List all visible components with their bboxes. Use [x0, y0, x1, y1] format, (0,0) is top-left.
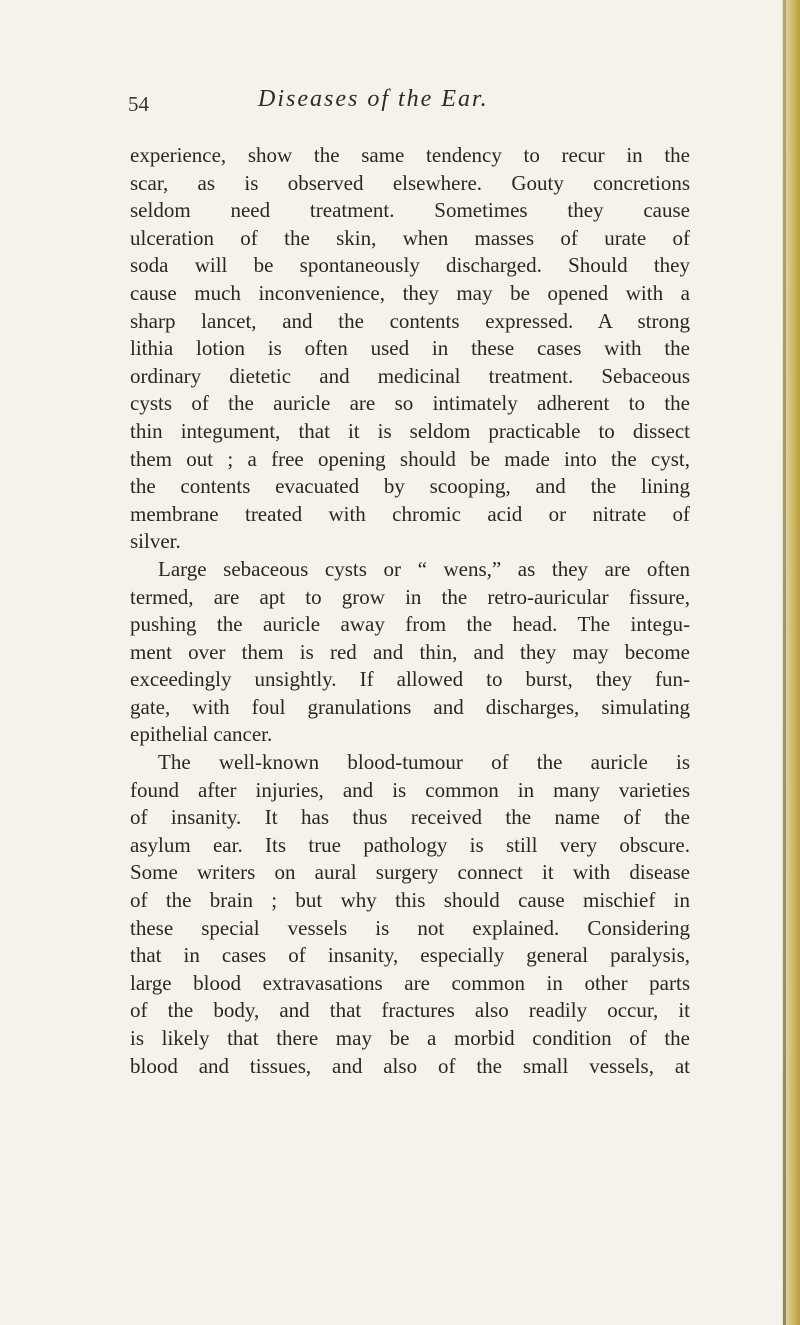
text-line: termed, are apt to grow in the retro-auricular fissure,: [130, 584, 690, 609]
text-line: of insanity. It has thus received the name of the: [130, 805, 690, 830]
text-line: cause much inconvenience, they may be opened with a: [130, 280, 690, 305]
text-line: gate, with foul granulations and discharges, simulating: [130, 694, 690, 719]
text-line: found after injuries, and is common in many varieties: [130, 777, 690, 802]
body-text: [130, 142, 690, 1080]
text-line: of the body, and that fractures also readily occur, it: [130, 998, 690, 1023]
running-title: Diseases of the Ear.: [258, 86, 489, 112]
text-line: large blood extravasations are common in other parts: [130, 970, 690, 995]
text-line: them out ; a free opening should be made into the cyst,: [130, 446, 690, 471]
text-line: lithia lotion is often used in these cases with the: [130, 336, 690, 361]
text-line: soda will be spontaneously discharged. Should they: [130, 253, 690, 278]
text-line: ment over them is red and thin, and they may become: [130, 639, 690, 664]
text-line: silver.: [130, 529, 181, 554]
running-head: [128, 86, 688, 120]
text-line: blood and tissues, and also of the small vessels, at: [130, 1053, 690, 1078]
text-line: epithelial cancer.: [130, 722, 273, 747]
text-line: exceedingly unsightly. If allowed to burst, they fun-: [130, 667, 690, 692]
text-line: the contents evacuated by scooping, and the lining: [130, 474, 690, 499]
text-line: ulceration of the skin, when masses of urate of: [130, 225, 690, 250]
text-line: of the brain ; but why this should cause mischief in: [130, 888, 690, 913]
text-line: asylum ear. Its true pathology is still very obscure.: [130, 832, 690, 857]
text-line: scar, as is observed elsewhere. Gouty concretions: [130, 170, 690, 195]
text-line: seldom need treatment. Sometimes they cause: [130, 198, 690, 223]
text-line: ordinary dietetic and medicinal treatment. Sebaceous: [130, 363, 690, 388]
text-line: The well-known blood-tumour of the auricle is: [158, 750, 690, 775]
text-line: pushing the auricle away from the head. The integu-: [130, 612, 690, 637]
text-line: experience, show the same tendency to recur in the: [130, 143, 690, 167]
page-edge-shadow: [783, 0, 786, 1325]
text-line: Some writers on aural surgery connect it with disease: [130, 860, 690, 885]
text-line: these special vessels is not explained. Considering: [130, 915, 690, 940]
text-line: thin integument, that it is seldom practicable to dissect: [130, 418, 690, 443]
page-number: 54: [128, 92, 149, 116]
text-line: Large sebaceous cysts or “ wens,” as they are often: [158, 556, 690, 581]
text-line: is likely that there may be a morbid condition of the: [130, 1026, 690, 1050]
text-line: cysts of the auricle are so intimately adherent to the: [130, 391, 690, 416]
text-line: sharp lancet, and the contents expressed. A strong: [130, 308, 690, 333]
text-line: that in cases of insanity, especially general paralysis,: [130, 943, 690, 968]
text-line: membrane treated with chromic acid or nitrate of: [130, 501, 690, 526]
